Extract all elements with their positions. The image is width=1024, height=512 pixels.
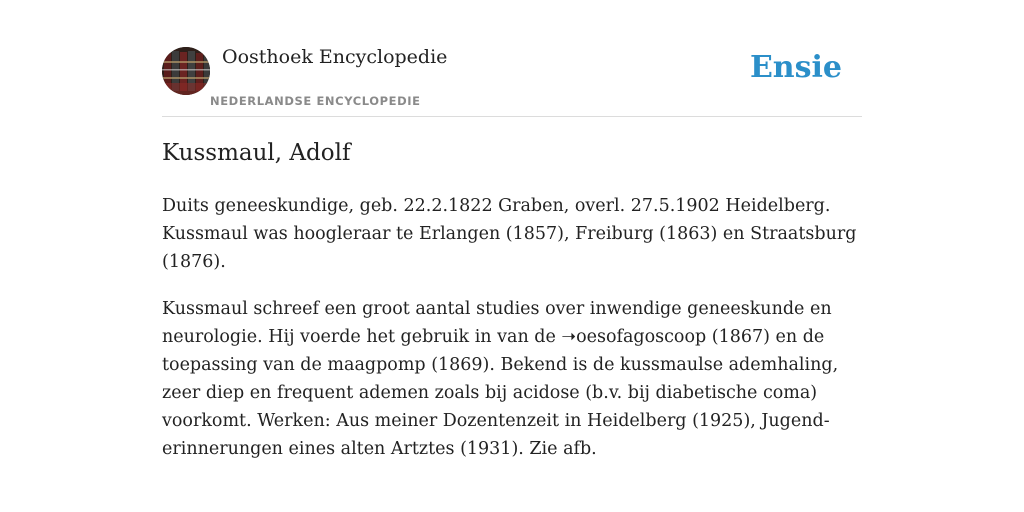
site-header — [162, 0, 862, 117]
site-subtitle: NEDERLANDSE ENCYCLOPEDIE — [210, 94, 421, 108]
article-paragraph-1: Duits geneeskundige, geb. 22.2.1822 Graben, overl. 27.5.1902 Heidelberg. Kussmaul was hoogleraar te Erlangen (1857), Freiburg (1863) en Straatsburg (1876). — [162, 196, 857, 272]
site-name-link[interactable]: Oosthoek Encyclopedie — [222, 46, 448, 68]
paragraph-text: (1867) en de toepassing van de maagpomp (1869). Bekend is de kussmaulse ademhaling, zeer diep en frequent ademen zoals bij acidose (b.v. bij diabetische coma) voorkomt. Werken: Aus meiner Dozentenzeit in Heidelberg (1925), Jugend-erinnerungen eines alten Artztes (1931). Zie afb. — [162, 327, 839, 459]
article-body — [162, 192, 862, 482]
article-paragraph-2 — [162, 295, 862, 463]
encyclopedia-books-icon[interactable] — [162, 47, 210, 95]
page-title: Kussmaul, Adolf — [162, 140, 351, 166]
ensie-logo-link[interactable]: Ensie — [749, 50, 842, 85]
oesofagoscoop-link[interactable]: ➝oesofagoscoop — [561, 327, 707, 347]
paragraph-text: Kussmaul schreef een groot aantal studies over inwendige geneeskunde en neurologie. Hij voerde het gebruik in van de — [162, 299, 832, 347]
page-container — [162, 0, 862, 459]
